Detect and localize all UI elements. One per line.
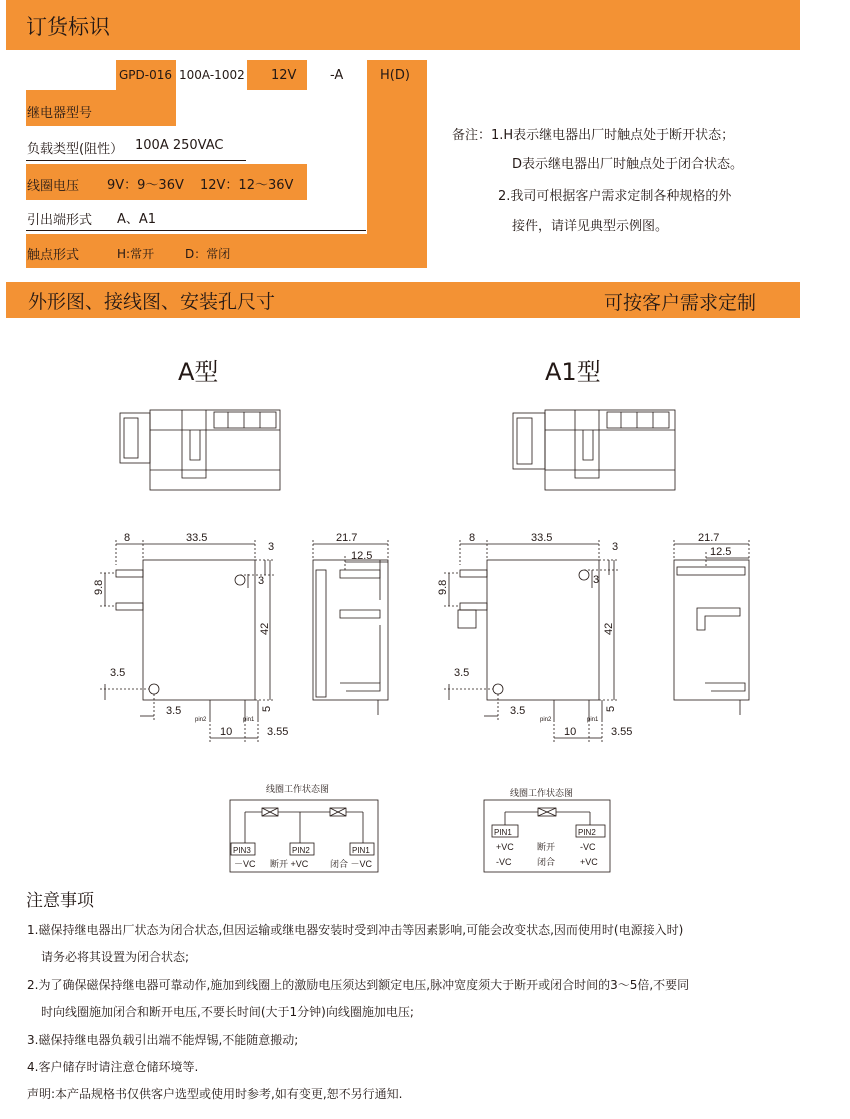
row-contact-label: 触点形式 xyxy=(27,248,80,263)
dim-a-3-hole: 3 xyxy=(258,575,265,587)
row-coil-value-12v: 12V：12～36V xyxy=(200,178,294,193)
dim-a-pin1: pin1 xyxy=(243,717,255,723)
dim-a1-pin1: pin1 xyxy=(587,717,599,723)
dim-a1-pin2: pin2 xyxy=(540,717,552,723)
coil-a1-title: 线圈工作状态图 xyxy=(510,788,574,798)
coil-a-pin3: PIN3 xyxy=(233,846,251,855)
precaution-2b: 时向线圈施加闭合和断开电压,不要长时间(大于1分钟)向线圈施加电压; xyxy=(41,1005,414,1019)
type-a1-dimension-labels xyxy=(437,532,731,738)
dim-a-3-5-bottom: 3.5 xyxy=(166,705,182,717)
coil-a1-col1-r2: -VC xyxy=(496,857,512,867)
coil-a-label-pin3: －VC xyxy=(234,859,256,869)
dim-a-9-8: 9.8 xyxy=(93,579,105,595)
code-terminal: -A xyxy=(330,68,344,83)
coil-a1-col1-r1: +VC xyxy=(496,842,514,852)
note-line-1: 备注：1.H表示继电器出厂时触点处于断开状态； xyxy=(452,128,735,143)
order-header-title: 订货标识 xyxy=(26,15,110,39)
section2-custom-note: 可按客户需求定制 xyxy=(604,292,757,314)
coil-a1-pin2: PIN2 xyxy=(578,828,596,837)
row-contact-value-d: D：常闭 xyxy=(185,247,231,261)
coil-a1-pin1: PIN1 xyxy=(494,828,512,837)
code-load: 100A-1002 xyxy=(179,68,245,82)
coil-a1-col3-r2: +VC xyxy=(580,857,598,867)
dim-a-3-top: 3 xyxy=(268,541,275,553)
dim-a1-3-top: 3 xyxy=(612,541,619,553)
precaution-1b: 请务必将其设置为闭合状态; xyxy=(41,950,190,964)
coil-a-label-pin2: 断开 +VC xyxy=(270,859,309,869)
row-load-label: 负载类型(阻性） xyxy=(27,142,124,157)
coil-a1-col3-r1: -VC xyxy=(580,842,596,852)
coil-diagram-a1-text xyxy=(494,787,598,867)
coil-a-title: 线圈工作状态图 xyxy=(266,784,330,794)
coil-a-label-pin1: 闭合 －VC xyxy=(330,859,373,869)
row-model-label: 继电器型号 xyxy=(27,106,93,121)
type-a-dimension-labels xyxy=(93,532,372,738)
row-load-value: 100A 250VAC xyxy=(135,138,224,153)
note-line-3: 2.我司可根据客户需求定制各种规格的外 xyxy=(498,189,732,204)
type-a-front-view xyxy=(100,540,275,742)
type-a-side-view xyxy=(313,540,388,715)
dim-a-10: 10 xyxy=(220,726,233,738)
coil-a-pin1: PIN1 xyxy=(352,846,370,855)
dim-a-3-5-left: 3.5 xyxy=(110,667,126,679)
type-a1-side-view xyxy=(674,540,749,715)
dim-a1-33-5: 33.5 xyxy=(531,532,553,544)
dim-a1-3-55: 3.55 xyxy=(611,726,633,738)
dim-a1-8: 8 xyxy=(469,532,476,544)
dim-a1-3-5-bottom: 3.5 xyxy=(510,705,526,717)
type-a-top-view xyxy=(120,410,280,490)
dim-a-5: 5 xyxy=(261,705,273,712)
disclaimer-statement: 声明:本产品规格书仅供客户选型或使用时参考,如有变更,恕不另行通知. xyxy=(27,1087,403,1101)
precaution-1a: 1.磁保持继电器出厂状态为闭合状态,但因运输或继电器安装时受到冲击等因素影响,可能会改变状态,因而使用时(电源接入时) xyxy=(27,923,684,937)
precautions-title: 注意事项 xyxy=(26,891,94,911)
row-coil-label: 线圈电压 xyxy=(27,179,80,194)
note-line-2: D表示继电器出厂时触点处于闭合状态。 xyxy=(512,157,744,172)
dim-a-12-5: 12.5 xyxy=(351,550,373,562)
coil-a-pin2: PIN2 xyxy=(292,846,310,855)
dim-a1-10: 10 xyxy=(564,726,577,738)
row-terminal-value: A、A1 xyxy=(117,212,157,227)
dim-a-33-5: 33.5 xyxy=(186,532,208,544)
dim-a-42: 42 xyxy=(259,622,271,635)
coil-a1-col2-r1: 断开 xyxy=(537,842,556,852)
precaution-4: 4.客户储存时请注意仓储环境等. xyxy=(27,1060,199,1074)
row-terminal-label: 引出端形式 xyxy=(27,213,93,228)
dim-a1-42: 42 xyxy=(603,622,615,635)
dim-a1-12-5: 12.5 xyxy=(710,546,732,558)
code-voltage: 12V xyxy=(271,68,297,83)
note-line-4: 接件，请详见典型示例图。 xyxy=(512,219,669,234)
dim-a-21-7: 21.7 xyxy=(336,532,358,544)
dim-a1-3-5-left: 3.5 xyxy=(454,667,470,679)
type-a1-top-view xyxy=(513,410,675,490)
row-contact-value-h: H:常开 xyxy=(117,247,155,261)
code-contact: H(D) xyxy=(380,68,410,83)
section2-title: 外形图、接线图、安装孔尺寸 xyxy=(28,291,276,313)
dim-a-3-55: 3.55 xyxy=(267,726,289,738)
type-a-heading: A型 xyxy=(178,358,219,386)
dim-a1-5: 5 xyxy=(605,705,617,712)
dim-a-8: 8 xyxy=(124,532,131,544)
dim-a-pin2: pin2 xyxy=(195,717,207,723)
dim-a1-3-hole: 3 xyxy=(593,574,600,586)
row-coil-value-9v: 9V：9～36V xyxy=(107,178,184,193)
coil-diagram-a-text xyxy=(233,783,373,869)
type-a1-front-view xyxy=(444,540,619,742)
precaution-2a: 2.为了确保磁保持继电器可靠动作,施加到线圈上的激励电压须达到额定电压,脉冲宽度须大于断开或闭合时间的3～5倍,不要同 xyxy=(27,978,690,992)
dim-a1-9-8: 9.8 xyxy=(437,579,449,595)
code-gpd: GPD-016 xyxy=(119,68,173,82)
type-a1-heading: A1型 xyxy=(545,358,601,386)
precaution-3: 3.磁保持继电器负载引出端不能焊锡,不能随意搬动; xyxy=(27,1033,299,1047)
dim-a1-21-7: 21.7 xyxy=(698,532,720,544)
coil-a1-col2-r2: 闭合 xyxy=(537,857,556,867)
